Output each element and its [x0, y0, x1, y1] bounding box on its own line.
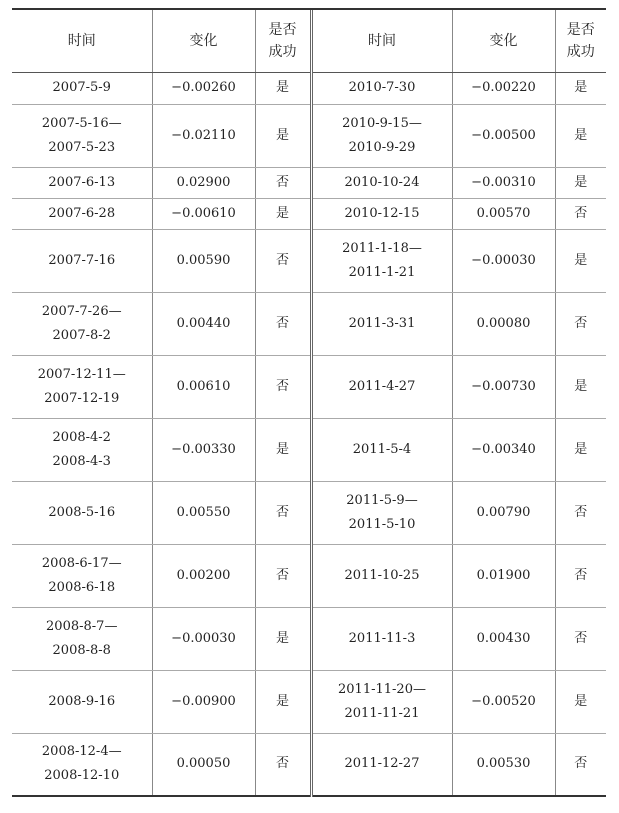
success-value: 是 — [574, 252, 588, 268]
change-value: −0.00330 — [171, 441, 236, 457]
date-line: 2008-4-3 — [52, 453, 111, 469]
cell-change-left — [152, 355, 255, 418]
change-value: 0.00550 — [176, 504, 231, 520]
date-line: 2011-1-21 — [348, 264, 416, 280]
cell-time-right — [311, 292, 452, 355]
change-value: 0.00790 — [476, 504, 531, 520]
success-value: 是 — [574, 174, 588, 190]
cell-success-right — [555, 292, 606, 355]
cell-time-left — [12, 72, 152, 104]
cell-success-right — [555, 418, 606, 481]
date-line: 2007-8-2 — [52, 327, 111, 343]
cell-time-right — [311, 418, 452, 481]
change-value: −0.00030 — [471, 252, 536, 268]
date-line: 2011-3-31 — [348, 315, 416, 331]
change-value: 0.02900 — [176, 174, 231, 190]
cell-time-left — [12, 481, 152, 544]
date-line: 2007-6-13 — [48, 174, 116, 190]
header-success-left: 是否 成功 — [255, 10, 311, 72]
cell-change-right — [452, 198, 555, 229]
date-line: 2007-5-23 — [48, 139, 116, 155]
date-line: 2008-12-10 — [44, 768, 120, 784]
cell-success-left — [255, 418, 311, 481]
change-value: −0.00220 — [471, 80, 536, 95]
date-line: 2007-7-16 — [48, 252, 116, 268]
cell-change-right — [452, 733, 555, 796]
date-line: 2011-10-25 — [344, 567, 420, 583]
change-value: 0.00530 — [476, 756, 531, 772]
cell-change-right — [452, 481, 555, 544]
cell-success-left — [255, 72, 311, 104]
header-change-left: 变化 — [152, 10, 255, 72]
date-line: 2007-5-9 — [52, 80, 111, 95]
success-value: 是 — [574, 693, 588, 709]
date-line: 2010-7-30 — [348, 80, 416, 95]
cell-time-right — [311, 167, 452, 198]
success-value: 是 — [275, 80, 289, 95]
date-line: 2007-12-19 — [44, 390, 120, 406]
cell-time-left — [12, 733, 152, 796]
cell-change-left — [152, 670, 255, 733]
cell-success-right — [555, 104, 606, 167]
cell-time-left — [12, 198, 152, 229]
success-value: 是 — [275, 205, 289, 221]
success-value: 是 — [275, 127, 289, 143]
cell-success-right — [555, 670, 606, 733]
success-value: 是 — [574, 378, 588, 394]
header-success-right: 是否 成功 — [555, 10, 606, 72]
date-line: 2011-1-18— — [342, 240, 422, 256]
change-value: 0.00440 — [176, 315, 231, 331]
cell-change-left — [152, 72, 255, 104]
cell-change-left — [152, 292, 255, 355]
success-value: 否 — [275, 504, 289, 520]
change-value: −0.00520 — [471, 693, 536, 709]
header-time-left: 时间 — [12, 10, 152, 72]
date-line: 2007-7-26— — [41, 303, 122, 319]
cell-change-right — [452, 544, 555, 607]
cell-time-right — [311, 104, 452, 167]
success-value: 是 — [275, 693, 289, 709]
cell-success-right — [555, 167, 606, 198]
success-value: 否 — [574, 630, 588, 646]
change-value: 0.00080 — [476, 315, 531, 331]
cell-change-left — [152, 544, 255, 607]
cell-time-right — [311, 733, 452, 796]
cell-time-right — [311, 607, 452, 670]
cell-change-left — [152, 198, 255, 229]
header-time-right: 时间 — [311, 10, 452, 72]
cell-success-left — [255, 607, 311, 670]
change-value: 0.00570 — [476, 205, 531, 221]
date-line: 2010-9-29 — [348, 139, 416, 155]
date-line: 2008-8-8 — [52, 642, 111, 658]
date-line: 2008-5-16 — [48, 504, 116, 520]
cell-success-right — [555, 72, 606, 104]
table-row — [12, 670, 606, 733]
cell-change-right — [452, 418, 555, 481]
success-value: 是 — [275, 630, 289, 646]
table-row — [12, 355, 606, 418]
cell-success-left — [255, 733, 311, 796]
table-row — [12, 72, 606, 104]
date-line: 2007-6-28 — [48, 205, 116, 221]
success-value: 否 — [275, 252, 289, 268]
date-line: 2008-6-17— — [41, 555, 122, 571]
cell-success-right — [555, 607, 606, 670]
table-row — [12, 198, 606, 229]
header-change-right: 变化 — [452, 10, 555, 72]
table-row — [12, 167, 606, 198]
cell-success-left — [255, 355, 311, 418]
cell-success-right — [555, 733, 606, 796]
cell-change-left — [152, 418, 255, 481]
success-value: 是 — [574, 80, 588, 95]
cell-change-right — [452, 104, 555, 167]
cell-change-right — [452, 167, 555, 198]
change-value: −0.00610 — [171, 205, 236, 221]
cell-change-left — [152, 229, 255, 292]
cell-time-right — [311, 481, 452, 544]
success-value: 是 — [574, 127, 588, 143]
data-table — [12, 10, 606, 797]
cell-change-right — [452, 607, 555, 670]
table-row — [12, 733, 606, 796]
success-value: 是 — [275, 441, 289, 457]
cell-time-left — [12, 607, 152, 670]
cell-success-left — [255, 104, 311, 167]
date-line: 2010-12-15 — [344, 205, 420, 221]
table-row — [12, 544, 606, 607]
cell-change-right — [452, 229, 555, 292]
change-value: 0.00430 — [476, 630, 531, 646]
date-line: 2008-8-7— — [46, 618, 118, 634]
table-row — [12, 292, 606, 355]
cell-time-left — [12, 544, 152, 607]
success-value: 否 — [275, 756, 289, 772]
change-value: 0.00590 — [176, 252, 231, 268]
date-line: 2011-4-27 — [348, 378, 416, 394]
success-value: 是 — [574, 441, 588, 457]
success-value: 否 — [574, 756, 588, 772]
cell-success-left — [255, 292, 311, 355]
cell-time-left — [12, 670, 152, 733]
date-line: 2011-5-9— — [346, 492, 418, 508]
table-row — [12, 229, 606, 292]
table-row — [12, 104, 606, 167]
table-row — [12, 481, 606, 544]
date-line: 2011-5-4 — [352, 441, 412, 457]
change-value: −0.00030 — [171, 630, 236, 646]
date-line: 2011-5-10 — [348, 516, 416, 532]
cell-time-left — [12, 104, 152, 167]
change-value: 0.00200 — [176, 567, 231, 583]
success-value: 否 — [275, 174, 289, 190]
cell-change-right — [452, 355, 555, 418]
cell-change-right — [452, 292, 555, 355]
cell-success-right — [555, 198, 606, 229]
cell-time-left — [12, 292, 152, 355]
cell-success-left — [255, 229, 311, 292]
cell-time-right — [311, 229, 452, 292]
cell-time-left — [12, 167, 152, 198]
cell-time-right — [311, 72, 452, 104]
cell-success-left — [255, 670, 311, 733]
date-line: 2011-11-20— — [338, 681, 426, 697]
cell-time-right — [311, 670, 452, 733]
cell-success-right — [555, 544, 606, 607]
date-line: 2008-4-2 — [52, 429, 111, 445]
header-row — [12, 10, 606, 72]
cell-time-left — [12, 418, 152, 481]
cell-time-right — [311, 355, 452, 418]
date-line: 2010-9-15— — [342, 115, 422, 131]
cell-time-right — [311, 198, 452, 229]
cell-success-left — [255, 198, 311, 229]
cell-change-left — [152, 607, 255, 670]
cell-change-right — [452, 72, 555, 104]
cell-time-right — [311, 544, 452, 607]
cell-success-right — [555, 481, 606, 544]
table-row — [12, 607, 606, 670]
change-value: −0.00900 — [171, 693, 236, 709]
date-line: 2011-11-3 — [348, 630, 416, 646]
cell-time-left — [12, 229, 152, 292]
date-line: 2010-10-24 — [344, 174, 420, 190]
date-line: 2007-12-11— — [37, 366, 126, 382]
cell-change-right — [452, 670, 555, 733]
cell-time-left — [12, 355, 152, 418]
date-line: 2008-6-18 — [48, 579, 116, 595]
change-value: −0.00310 — [471, 174, 536, 190]
date-line: 2011-11-21 — [344, 705, 420, 721]
success-value: 否 — [574, 504, 588, 520]
cell-change-left — [152, 104, 255, 167]
cell-success-right — [555, 229, 606, 292]
cell-change-left — [152, 481, 255, 544]
cell-success-right — [555, 355, 606, 418]
cell-success-left — [255, 544, 311, 607]
date-line: 2008-9-16 — [48, 693, 116, 709]
date-line: 2007-5-16— — [41, 115, 122, 131]
change-value: −0.00500 — [471, 127, 536, 143]
change-value: 0.00050 — [176, 756, 231, 772]
cell-success-left — [255, 167, 311, 198]
date-line: 2008-12-4— — [41, 744, 122, 760]
change-value: −0.02110 — [171, 127, 236, 143]
cell-change-left — [152, 167, 255, 198]
success-value: 否 — [275, 567, 289, 583]
success-value: 否 — [275, 315, 289, 331]
change-value: −0.00730 — [471, 378, 536, 394]
table-row — [12, 418, 606, 481]
success-value: 否 — [574, 567, 588, 583]
change-value: −0.00340 — [471, 441, 536, 457]
success-value: 否 — [574, 205, 588, 221]
cell-success-left — [255, 481, 311, 544]
cell-change-left — [152, 733, 255, 796]
success-value: 否 — [275, 378, 289, 394]
change-value: 0.00610 — [176, 378, 231, 394]
change-value: −0.00260 — [171, 80, 236, 95]
success-value: 否 — [574, 315, 588, 331]
change-value: 0.01900 — [476, 567, 531, 583]
date-line: 2011-12-27 — [344, 756, 420, 772]
